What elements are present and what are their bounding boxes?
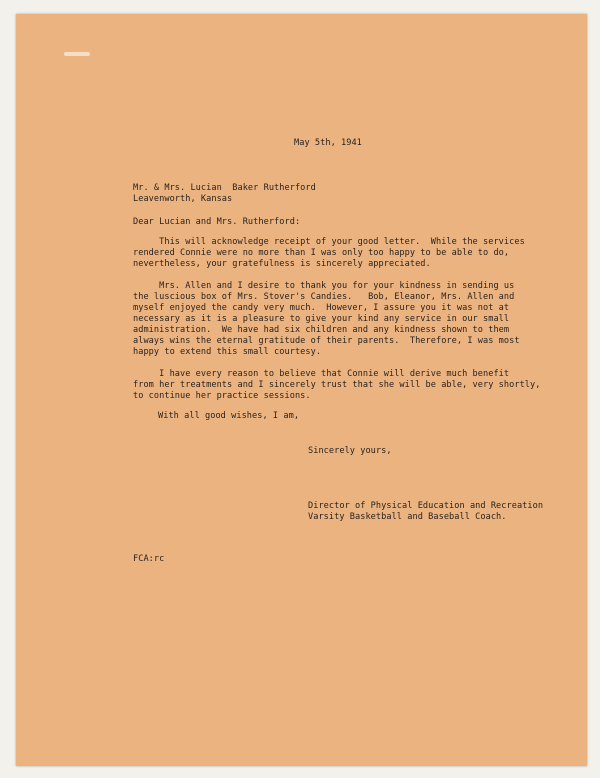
- paragraph-3: [133, 369, 540, 402]
- reference-initials: FCA:rc: [133, 554, 165, 564]
- letter-page: [16, 14, 587, 766]
- signer-title: [308, 501, 543, 523]
- signer-title-line: Director of Physical Education and Recreation: [308, 501, 544, 511]
- paragraph-line: administration. We have had six children and any kindness shown to them: [133, 325, 510, 335]
- paragraph-2: [133, 281, 520, 358]
- paragraph-line: myself enjoyed the candy very much. However, I assure you it was not at: [133, 303, 510, 313]
- recipient-city: Leavenworth, Kansas: [133, 194, 233, 204]
- paragraph-line: rendered Connie were no more than I was only too happy to be able to do,: [133, 248, 510, 258]
- paragraph-line: Mrs. Allen and I desire to thank you for your kindness in sending us: [133, 281, 515, 291]
- closing-line: With all good wishes, I am,: [158, 411, 300, 421]
- paragraph-line: happy to extend this small courtesy.: [133, 347, 322, 357]
- complimentary-close: Sincerely yours,: [308, 446, 392, 456]
- signer-title-line: Varsity Basketball and Baseball Coach.: [308, 512, 507, 522]
- recipient-address: [133, 183, 316, 205]
- paragraph-line: from her treatments and I sincerely trust that she will be able, very shortly,: [133, 380, 541, 390]
- paragraph-line: I have every reason to believe that Connie will derive much benefit: [133, 369, 510, 379]
- letter-date: May 5th, 1941: [294, 138, 362, 148]
- paper-mark: [64, 52, 90, 56]
- recipient-name: Mr. & Mrs. Lucian Baker Rutherford: [133, 183, 316, 193]
- salutation: Dear Lucian and Mrs. Rutherford:: [133, 217, 301, 227]
- paragraph-line: always wins the eternal gratitude of their parents. Therefore, I was most: [133, 336, 520, 346]
- paragraph-line: the luscious box of Mrs. Stover's Candies. Bob, Eleanor, Mrs. Allen and: [133, 292, 515, 302]
- paragraph-line: nevertheless, your gratefulness is sincerely appreciated.: [133, 259, 431, 269]
- paragraph-line: necessary as it is a pleasure to give your kind any service in our small: [133, 314, 510, 324]
- paragraph-line: This will acknowledge receipt of your good letter. While the services: [133, 237, 525, 247]
- paragraph-line: to continue her practice sessions.: [133, 391, 311, 401]
- paragraph-1: [133, 237, 525, 270]
